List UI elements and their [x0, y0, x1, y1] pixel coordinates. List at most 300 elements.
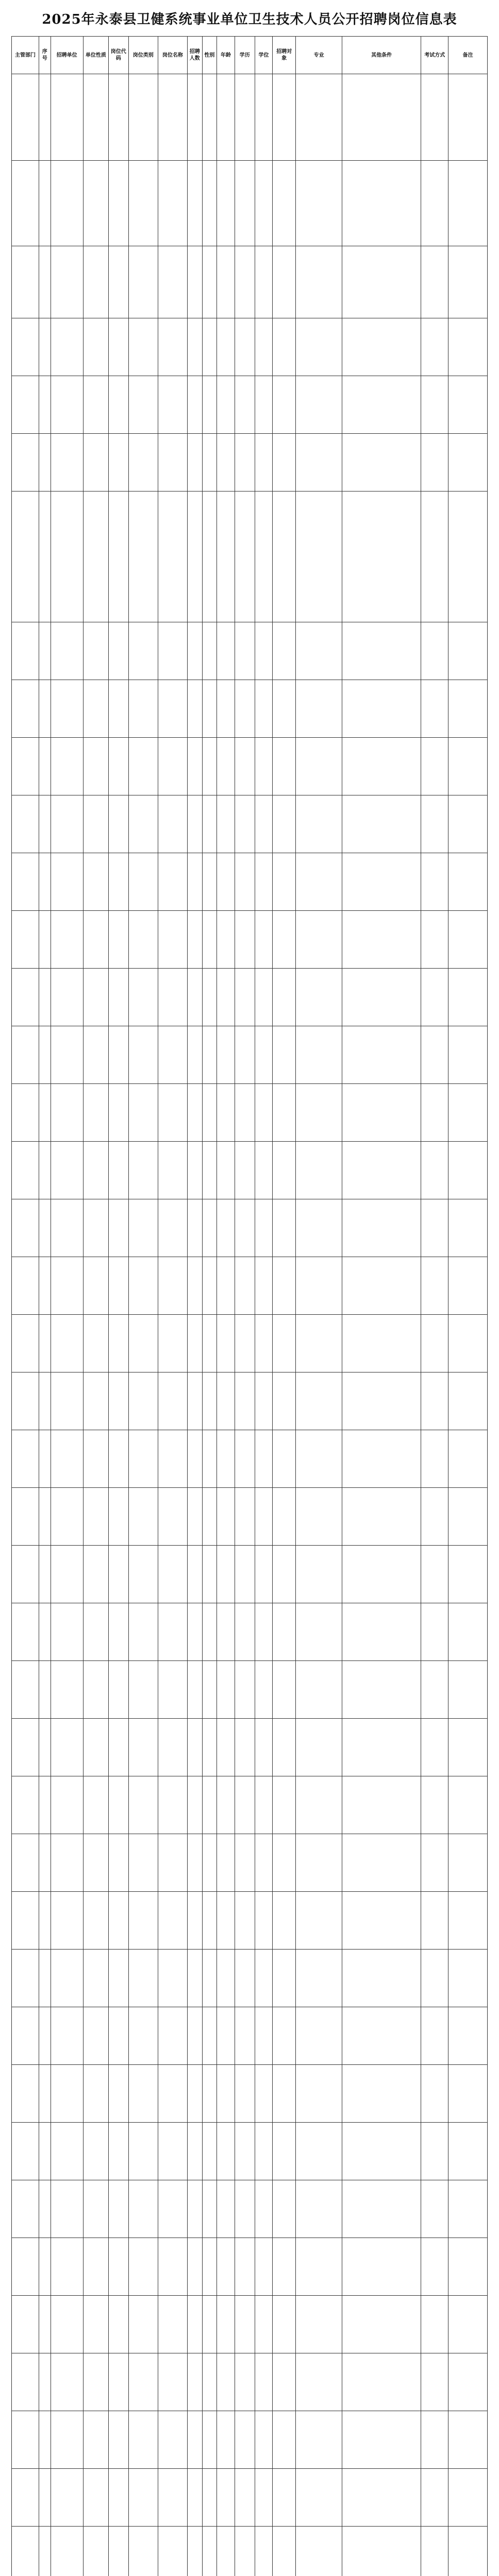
table-cell: [342, 2527, 421, 2576]
table-cell: [187, 318, 202, 376]
table-cell: [51, 1142, 83, 1199]
table-cell: [342, 1488, 421, 1546]
table-cell: [273, 2469, 296, 2527]
table-cell: [421, 1776, 448, 1834]
table-cell: [158, 246, 187, 318]
table-cell: [158, 2353, 187, 2411]
table-cell: [421, 2353, 448, 2411]
table-cell: [217, 161, 235, 246]
table-cell: [202, 246, 217, 318]
table-cell: [217, 74, 235, 161]
table-cell: [421, 1661, 448, 1719]
table-row: [12, 622, 488, 680]
table-cell: [39, 2411, 51, 2469]
table-cell: [202, 1084, 217, 1142]
table-row: [12, 738, 488, 795]
table-cell: [217, 1026, 235, 1084]
table-cell: [342, 376, 421, 434]
table-cell: [12, 2353, 39, 2411]
table-cell: [51, 2353, 83, 2411]
table-cell: [273, 853, 296, 911]
table-cell: [108, 1603, 128, 1661]
table-cell: [273, 795, 296, 853]
table-cell: [128, 1199, 158, 1257]
table-cell: [448, 1834, 488, 1892]
table-cell: [235, 1834, 255, 1892]
table-cell: [273, 2180, 296, 2238]
table-cell: [83, 2065, 108, 2123]
table-cell: [108, 738, 128, 795]
table-cell: [108, 2469, 128, 2527]
table-cell: [421, 622, 448, 680]
table-cell: [202, 2296, 217, 2353]
table-cell: [12, 318, 39, 376]
table-cell: [217, 680, 235, 738]
table-cell: [255, 2065, 273, 2123]
table-cell: [51, 2180, 83, 2238]
table-cell: [421, 2180, 448, 2238]
table-cell: [421, 680, 448, 738]
table-cell: [108, 795, 128, 853]
table-cell: [255, 376, 273, 434]
table-cell: [158, 2296, 187, 2353]
table-cell: [39, 161, 51, 246]
table-cell: [235, 1661, 255, 1719]
table-cell: [39, 1488, 51, 1546]
table-cell: [217, 2180, 235, 2238]
table-cell: [51, 1661, 83, 1719]
table-cell: [235, 2353, 255, 2411]
table-cell: [39, 2238, 51, 2296]
table-cell: [108, 1661, 128, 1719]
table-cell: [108, 1488, 128, 1546]
table-cell: [421, 1430, 448, 1488]
table-cell: [235, 1026, 255, 1084]
table-cell: [273, 680, 296, 738]
table-cell: [255, 2007, 273, 2065]
table-cell: [158, 1603, 187, 1661]
table-cell: [235, 161, 255, 246]
table-cell: [83, 1776, 108, 1834]
table-cell: [296, 2353, 342, 2411]
table-cell: [296, 1026, 342, 1084]
table-cell: [12, 1142, 39, 1199]
table-cell: [421, 1603, 448, 1661]
table-cell: [255, 2353, 273, 2411]
table-cell: [108, 2527, 128, 2576]
table-cell: [255, 1430, 273, 1488]
table-cell: [235, 2527, 255, 2576]
table-cell: [51, 376, 83, 434]
table-cell: [83, 680, 108, 738]
table-cell: [342, 1084, 421, 1142]
table-cell: [273, 1372, 296, 1430]
table-cell: [273, 318, 296, 376]
table-cell: [202, 1546, 217, 1603]
table-cell: [108, 2180, 128, 2238]
table-row: [12, 161, 488, 246]
table-cell: [12, 2469, 39, 2527]
table-cell: [448, 1950, 488, 2007]
table-cell: [51, 161, 83, 246]
table-cell: [448, 1430, 488, 1488]
table-cell: [421, 1199, 448, 1257]
table-cell: [128, 1026, 158, 1084]
table-cell: [12, 1488, 39, 1546]
table-cell: [83, 1603, 108, 1661]
table-cell: [421, 1026, 448, 1084]
table-cell: [187, 2180, 202, 2238]
table-cell: [39, 2123, 51, 2180]
table-cell: [158, 1719, 187, 1776]
table-cell: [12, 1084, 39, 1142]
table-cell: [273, 911, 296, 969]
table-cell: [217, 795, 235, 853]
table-cell: [273, 2238, 296, 2296]
table-cell: [421, 2007, 448, 2065]
table-cell: [187, 680, 202, 738]
table-cell: [108, 161, 128, 246]
table-cell: [342, 969, 421, 1026]
table-cell: [296, 969, 342, 1026]
table-cell: [448, 2527, 488, 2576]
table-cell: [187, 1084, 202, 1142]
table-cell: [448, 1603, 488, 1661]
table-cell: [158, 1430, 187, 1488]
table-cell: [255, 2180, 273, 2238]
table-cell: [255, 1892, 273, 1950]
table-cell: [255, 1026, 273, 1084]
table-cell: [342, 1546, 421, 1603]
table-cell: [296, 434, 342, 492]
table-cell: [255, 738, 273, 795]
table-cell: [217, 969, 235, 1026]
table-cell: [235, 246, 255, 318]
table-cell: [187, 376, 202, 434]
table-row: [12, 1719, 488, 1776]
table-cell: [187, 911, 202, 969]
table-cell: [128, 1719, 158, 1776]
table-cell: [83, 74, 108, 161]
table-cell: [83, 1892, 108, 1950]
table-cell: [128, 911, 158, 969]
table-cell: [108, 2411, 128, 2469]
table-cell: [202, 1488, 217, 1546]
table-cell: [448, 1776, 488, 1834]
table-cell: [235, 2469, 255, 2527]
table-cell: [273, 1776, 296, 1834]
table-cell: [51, 1257, 83, 1315]
table-cell: [235, 795, 255, 853]
table-cell: [39, 1834, 51, 1892]
table-cell: [342, 1315, 421, 1372]
table-cell: [39, 434, 51, 492]
table-cell: [448, 1719, 488, 1776]
table-cell: [12, 1719, 39, 1776]
table-cell: [187, 969, 202, 1026]
table-cell: [255, 1084, 273, 1142]
table-cell: [235, 1892, 255, 1950]
table-cell: [421, 1719, 448, 1776]
table-cell: [128, 1892, 158, 1950]
table-cell: [273, 1950, 296, 2007]
column-header: 学历: [235, 37, 255, 74]
table-cell: [128, 161, 158, 246]
table-cell: [187, 2527, 202, 2576]
table-cell: [421, 738, 448, 795]
table-cell: [235, 492, 255, 622]
table-cell: [202, 2411, 217, 2469]
table-cell: [39, 1084, 51, 1142]
table-cell: [235, 853, 255, 911]
table-cell: [235, 2007, 255, 2065]
table-cell: [12, 161, 39, 246]
table-cell: [217, 1950, 235, 2007]
table-cell: [12, 1315, 39, 1372]
table-cell: [187, 434, 202, 492]
table-cell: [421, 1315, 448, 1372]
table-cell: [108, 1026, 128, 1084]
table-cell: [51, 2296, 83, 2353]
table-cell: [448, 2123, 488, 2180]
table-cell: [202, 1603, 217, 1661]
table-cell: [448, 2065, 488, 2123]
table-row: [12, 680, 488, 738]
table-row: [12, 246, 488, 318]
table-cell: [273, 1892, 296, 1950]
table-cell: [128, 2180, 158, 2238]
table-cell: [108, 1834, 128, 1892]
table-cell: [83, 2007, 108, 2065]
table-cell: [83, 795, 108, 853]
table-cell: [296, 1084, 342, 1142]
table-row: [12, 853, 488, 911]
table-cell: [128, 2353, 158, 2411]
table-cell: [158, 1257, 187, 1315]
table-cell: [421, 492, 448, 622]
table-cell: [342, 74, 421, 161]
table-cell: [108, 74, 128, 161]
table-cell: [296, 2469, 342, 2527]
table-cell: [12, 1950, 39, 2007]
table-cell: [51, 622, 83, 680]
table-cell: [158, 680, 187, 738]
table-row: [12, 1257, 488, 1315]
table-cell: [158, 1488, 187, 1546]
table-cell: [108, 2353, 128, 2411]
table-cell: [296, 622, 342, 680]
column-header: 其他条件: [342, 37, 421, 74]
table-cell: [128, 1430, 158, 1488]
table-cell: [217, 2353, 235, 2411]
table-cell: [187, 2411, 202, 2469]
table-cell: [39, 1199, 51, 1257]
table-cell: [158, 1661, 187, 1719]
table-cell: [273, 1315, 296, 1372]
table-row: [12, 1950, 488, 2007]
table-cell: [128, 1084, 158, 1142]
table-cell: [217, 1892, 235, 1950]
table-cell: [128, 1546, 158, 1603]
table-cell: [108, 434, 128, 492]
table-cell: [202, 318, 217, 376]
table-row: [12, 2353, 488, 2411]
table-cell: [202, 2527, 217, 2576]
table-cell: [202, 2180, 217, 2238]
table-row: [12, 2123, 488, 2180]
table-cell: [187, 246, 202, 318]
table-cell: [255, 2469, 273, 2527]
table-cell: [83, 1199, 108, 1257]
table-cell: [187, 1026, 202, 1084]
table-cell: [128, 680, 158, 738]
table-cell: [421, 1892, 448, 1950]
table-cell: [342, 622, 421, 680]
table-cell: [235, 1142, 255, 1199]
table-cell: [273, 161, 296, 246]
table-cell: [158, 1315, 187, 1372]
table-cell: [421, 2238, 448, 2296]
table-cell: [217, 1488, 235, 1546]
table-cell: [235, 434, 255, 492]
table-cell: [39, 1372, 51, 1430]
table-cell: [12, 738, 39, 795]
table-cell: [296, 1372, 342, 1430]
table-cell: [448, 1488, 488, 1546]
table-cell: [448, 1142, 488, 1199]
table-cell: [128, 1315, 158, 1372]
table-cell: [108, 680, 128, 738]
table-cell: [296, 738, 342, 795]
table-cell: [39, 1315, 51, 1372]
table-cell: [187, 1315, 202, 1372]
table-cell: [39, 2469, 51, 2527]
table-cell: [39, 1719, 51, 1776]
table-cell: [421, 795, 448, 853]
table-cell: [39, 1257, 51, 1315]
table-cell: [235, 622, 255, 680]
table-cell: [39, 680, 51, 738]
table-cell: [12, 1834, 39, 1892]
table-cell: [158, 492, 187, 622]
table-cell: [255, 1257, 273, 1315]
table-cell: [217, 1257, 235, 1315]
table-cell: [448, 680, 488, 738]
table-cell: [187, 2065, 202, 2123]
table-cell: [83, 161, 108, 246]
table-cell: [448, 1199, 488, 1257]
column-header: 岗位类别: [128, 37, 158, 74]
table-cell: [273, 1834, 296, 1892]
table-cell: [202, 1892, 217, 1950]
table-cell: [421, 318, 448, 376]
table-cell: [342, 1603, 421, 1661]
table-row: [12, 1142, 488, 1199]
table-cell: [202, 1142, 217, 1199]
table-cell: [128, 622, 158, 680]
table-cell: [108, 1546, 128, 1603]
table-cell: [51, 74, 83, 161]
table-cell: [217, 1430, 235, 1488]
table-cell: [128, 376, 158, 434]
table-cell: [202, 853, 217, 911]
table-cell: [187, 1488, 202, 1546]
table-cell: [448, 492, 488, 622]
table-cell: [421, 2527, 448, 2576]
table-cell: [51, 1603, 83, 1661]
table-cell: [448, 1084, 488, 1142]
table-cell: [342, 1372, 421, 1430]
table-cell: [51, 853, 83, 911]
table-cell: [448, 161, 488, 246]
table-cell: [12, 1430, 39, 1488]
table-cell: [202, 376, 217, 434]
table-cell: [12, 2527, 39, 2576]
table-cell: [296, 2065, 342, 2123]
table-cell: [39, 2007, 51, 2065]
table-cell: [83, 2411, 108, 2469]
table-cell: [158, 1950, 187, 2007]
column-header: 单位性质: [83, 37, 108, 74]
table-row: [12, 1603, 488, 1661]
table-cell: [255, 1488, 273, 1546]
table-cell: [217, 911, 235, 969]
table-cell: [217, 738, 235, 795]
table-cell: [202, 1661, 217, 1719]
table-cell: [108, 1315, 128, 1372]
table-cell: [39, 1892, 51, 1950]
table-cell: [217, 1142, 235, 1199]
table-cell: [296, 1950, 342, 2007]
table-cell: [128, 2065, 158, 2123]
table-cell: [158, 1546, 187, 1603]
table-cell: [421, 2065, 448, 2123]
table-cell: [187, 1142, 202, 1199]
table-cell: [128, 1776, 158, 1834]
table-cell: [217, 2238, 235, 2296]
table-cell: [255, 1546, 273, 1603]
table-cell: [108, 853, 128, 911]
table-cell: [83, 492, 108, 622]
table-cell: [255, 1142, 273, 1199]
table-cell: [39, 1661, 51, 1719]
table-cell: [202, 680, 217, 738]
column-header: 专业: [296, 37, 342, 74]
document-title: 2025年永泰县卫健系统事业单位卫生技术人员公开招聘岗位信息表: [42, 11, 457, 27]
table-cell: [108, 969, 128, 1026]
table-cell: [448, 434, 488, 492]
table-cell: [202, 1834, 217, 1892]
table-cell: [51, 492, 83, 622]
table-cell: [39, 1603, 51, 1661]
table-cell: [421, 246, 448, 318]
table-cell: [12, 622, 39, 680]
table-cell: [51, 1430, 83, 1488]
table-row: [12, 1834, 488, 1892]
table-cell: [421, 2411, 448, 2469]
table-cell: [273, 2527, 296, 2576]
table-cell: [448, 738, 488, 795]
table-cell: [296, 1546, 342, 1603]
table-row: [12, 2296, 488, 2353]
table-header-row: [12, 37, 488, 74]
table-row: [12, 1546, 488, 1603]
column-header: 岗位代码: [108, 37, 128, 74]
table-cell: [158, 1084, 187, 1142]
table-cell: [217, 2411, 235, 2469]
table-cell: [128, 2007, 158, 2065]
table-cell: [51, 1776, 83, 1834]
